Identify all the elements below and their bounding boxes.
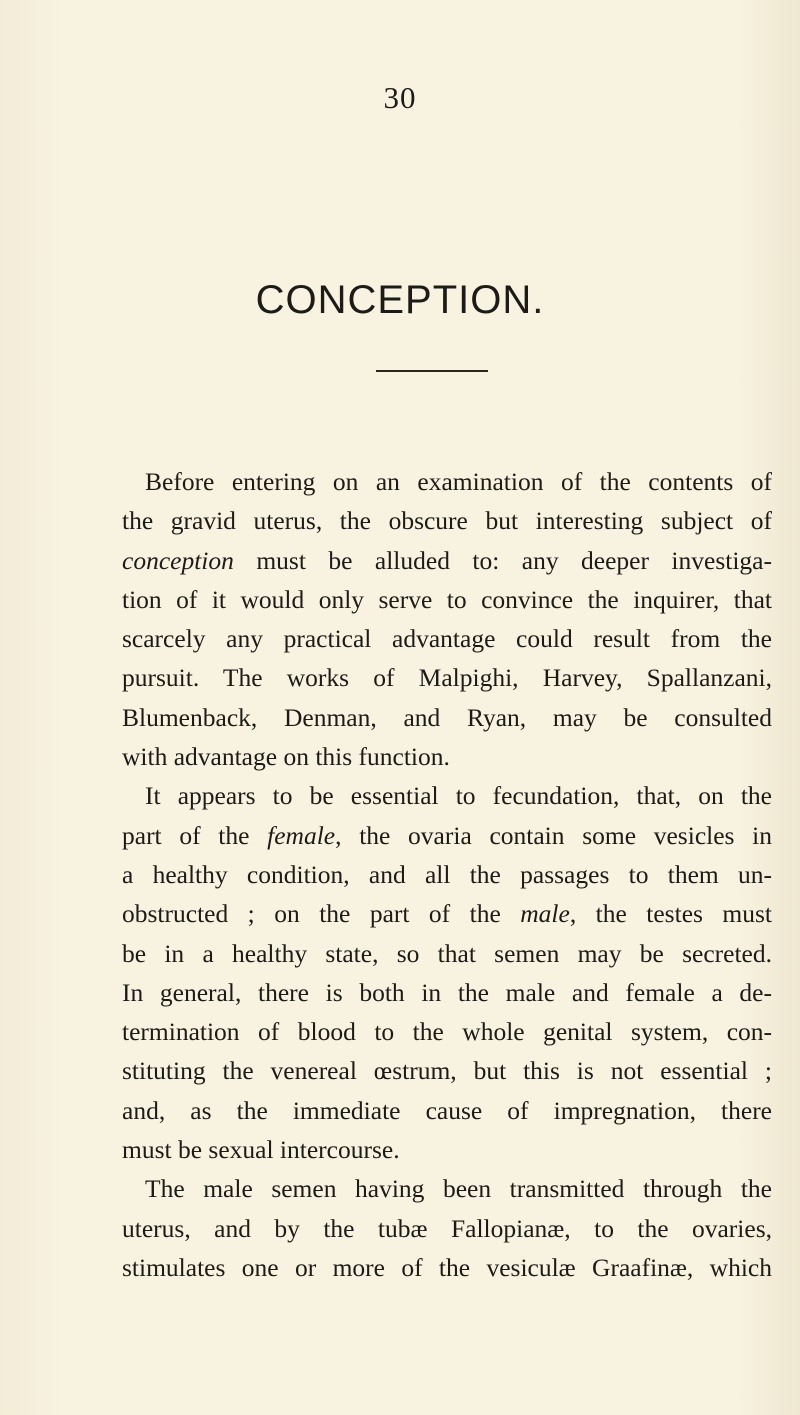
- text-line: be in a healthy state, so that semen may be secreted.: [122, 938, 772, 968]
- text-line: termination of blood to the whole genital system, con-: [122, 1017, 772, 1047]
- text-line: part of the female, the ovaria contain some vesicles in: [122, 820, 772, 850]
- italic-term: conception: [122, 545, 234, 575]
- text-line: uterus, and by the tubæ Fallopianæ, to the ovaries,: [122, 1213, 772, 1243]
- text-line: obstructed ; on the part of the male, the testes must: [122, 899, 772, 929]
- title-rule: [376, 370, 488, 372]
- text-line: scarcely any practical advantage could result from the: [122, 624, 772, 654]
- italic-term: female: [267, 820, 336, 850]
- text-line: must be sexual intercourse.: [122, 1135, 400, 1165]
- paragraph: [122, 776, 772, 1169]
- text-line: The male semen having been transmitted through the: [145, 1174, 772, 1204]
- chapter-title: CONCEPTION.: [255, 278, 545, 322]
- text-line: pursuit. The works of Malpighi, Harvey, Spallanzani,: [122, 663, 772, 693]
- paragraph: [122, 462, 772, 776]
- text-line: conception must be alluded to: any deeper investiga-: [122, 545, 772, 575]
- text-line: tion of it would only serve to convince the inquirer, that: [122, 584, 772, 614]
- text-line: Blumenback, Denman, and Ryan, may be consulted: [122, 702, 772, 732]
- text-line: In general, there is both in the male and female a de-: [122, 977, 772, 1007]
- text-line: the gravid uterus, the obscure but interesting subject of: [122, 506, 772, 536]
- text-line: Before entering on an examination of the contents of: [145, 467, 772, 496]
- text-line: and, as the immediate cause of impregnation, there: [122, 1095, 772, 1125]
- text-line: with advantage on this function.: [122, 742, 450, 772]
- text-line: stituting the venereal œstrum, but this is not essential ;: [122, 1056, 772, 1086]
- paragraph: [122, 1169, 772, 1287]
- text-line: It appears to be essential to fecundation, that, on the: [145, 781, 772, 811]
- body-text: [122, 462, 772, 1287]
- italic-term: male: [520, 899, 570, 929]
- text-line: a healthy condition, and all the passages to them un-: [122, 859, 772, 889]
- page-number: 30: [383, 80, 417, 115]
- text-line: stimulates one or more of the vesiculæ Graafinæ, which: [122, 1252, 772, 1282]
